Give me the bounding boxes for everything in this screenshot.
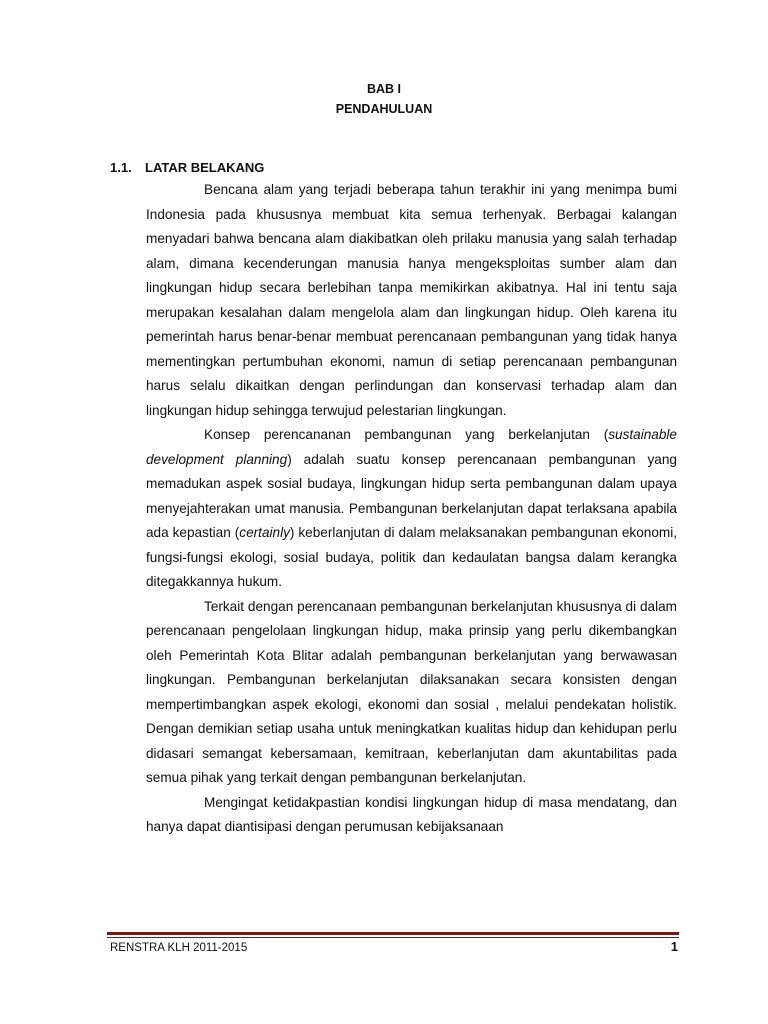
paragraph-2-part-2: ) adalah suatu konsep perencanaan pembangunan yang memadukan aspek sosial budaya, lingkungan hidup serta pembangunan dalam upaya menyejahterakan umat manusia. Pembangunan berkelanjutan dapat terlaksana apabila ada kepastian ( bbox=[146, 451, 677, 540]
paragraph-2 bbox=[146, 423, 677, 595]
footer-document-title: RENSTRA KLH 2011-2015 bbox=[110, 942, 248, 954]
italic-term-sustainable: sustainable development planning bbox=[146, 427, 677, 467]
chapter-label: BAB I bbox=[366, 82, 402, 96]
section-heading bbox=[110, 159, 264, 177]
italic-term-certainly: certainly bbox=[239, 525, 290, 540]
paragraph-3: Terkait dengan perencanaan pembangunan berkelanjutan khususnya di dalam perencanaan pengelolaan lingkungan hidup, maka prinsip yang perlu dikembangkan oleh Pemerintah Kota Blitar adalah pembangunan berkelanjutan yang berwawasan lingkungan. Pembangunan berkelanjutan dilaksanakan secara konsisten dengan mempertimbangkan aspek ekologi, ekonomi dan sosial , melalui pendekatan holistik. Dengan demikian setiap usaha untuk meningkatkan kualitas hidup dan kehidupan perlu didasari semangat kebersamaan, kemitraan, keberlanjutan dam akuntabilitas pada semua pihak yang terkait dengan pembangunan berkelanjutan. bbox=[146, 598, 677, 785]
footer-rule-thin bbox=[107, 937, 679, 938]
footer-rule-thick bbox=[107, 932, 679, 935]
paragraph-2-part-3: ) keberlanjutan di dalam melaksanakan pembangunan ekonomi, fungsi-fungsi ekologi, sosial budaya, politik dan kedaulatan bangsa dalam kerangka ditegakkannya hukum. bbox=[146, 525, 678, 589]
section-number: 1.1. bbox=[110, 160, 132, 175]
paragraph-2-part-1: Konsep perencananan pembangunan yang berkelanjutan ( bbox=[204, 427, 609, 442]
section-title: LATAR BELAKANG bbox=[145, 160, 265, 175]
page-number: 1 bbox=[670, 939, 678, 954]
paragraph-1: Bencana alam yang terjadi beberapa tahun terakhir ini yang menimpa bumi Indonesia pada khususnya membuat kita semua terhenyak. Berbagai kalangan menyadari bahwa bencana alam diakibatkan oleh prilaku manusia yang salah terhadap alam, dimana kecenderungan manusia hanya mengeksploitas sumber alam dan lingkungan hidup secara berlebihan tanpa memikirkan akibatnya. Hal ini tentu saja merupakan kesalahan dalam mengelola alam dan lingkungan hidup. Oleh karena itu pemerintah harus benar-benar membuat perencanaan pembangunan yang tidak hanya mementingkan pertumbuhan ekonomi, namun di setiap perencanaan pembangunan harus selalu dikaitkan dengan perlindungan dan konservasi terhadap alam dan lingkungan hidup sehingga terwujud pelestarian lingkungan. bbox=[146, 182, 677, 418]
paragraph-4: Mengingat ketidakpastian kondisi lingkungan hidup di masa mendatang, dan hanya dapat diantisipasi dengan perumusan kebijaksanaan bbox=[146, 794, 677, 834]
chapter-title: PENDAHULUAN bbox=[335, 102, 433, 116]
body-text bbox=[146, 178, 677, 840]
